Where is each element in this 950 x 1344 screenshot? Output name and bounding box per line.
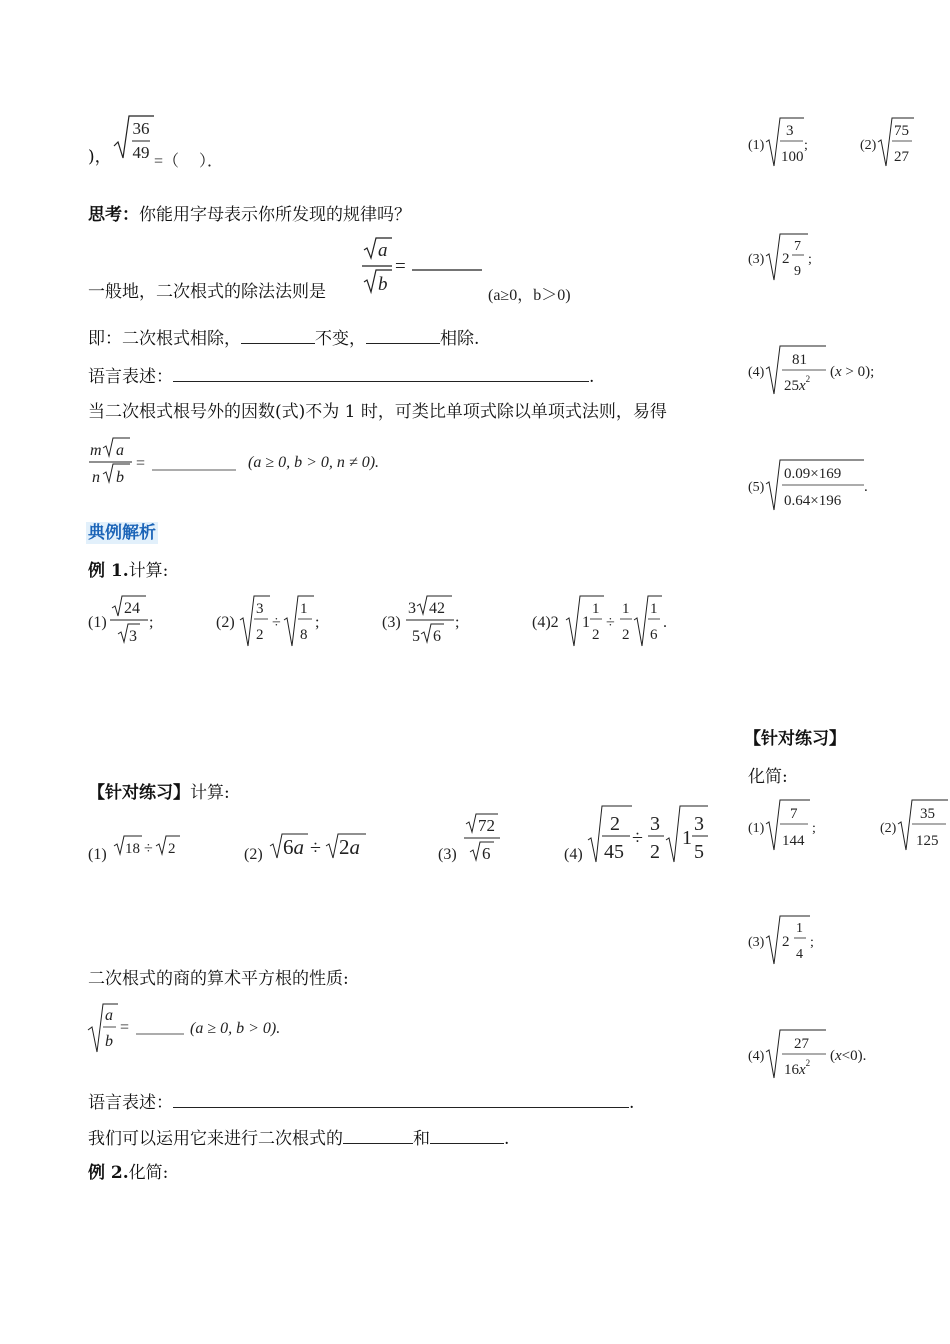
prac1-text: 计算: <box>190 783 230 803</box>
right-upper-1 <box>748 118 808 166</box>
svg-text:3: 3 <box>129 628 137 645</box>
svg-text:b: b <box>116 469 124 486</box>
svg-text:(x > 0);: (x > 0); <box>830 364 875 380</box>
svg-text:;: ; <box>804 138 808 153</box>
ex1-problems <box>86 592 686 652</box>
rule-b: 不变， <box>315 329 366 349</box>
svg-text:9: 9 <box>794 264 801 279</box>
svg-text:2: 2 <box>168 841 176 857</box>
svg-text:(3): (3) <box>748 935 765 950</box>
svg-text:25x2: $25x^2$ <box>784 374 811 394</box>
svg-text:100: 100 <box>781 149 804 165</box>
ex1-problem-3 <box>382 596 459 645</box>
coef-formula <box>86 436 246 488</box>
rule-c: 相除. <box>440 329 480 349</box>
svg-text:;: ; <box>810 935 814 950</box>
svg-text:(2): (2) <box>216 614 235 631</box>
ex1-text: 计算: <box>128 561 169 581</box>
svg-text:÷: ÷ <box>272 614 281 631</box>
right-lower-1 <box>748 800 816 850</box>
svg-text:2: 2 <box>610 813 620 835</box>
svg-text:a: a <box>116 442 124 459</box>
think-line <box>88 204 411 226</box>
svg-text:8: 8 <box>300 627 308 643</box>
svg-text:72: 72 <box>478 816 495 835</box>
svg-text:2: 2 <box>622 627 630 643</box>
svg-text:81: 81 <box>792 352 807 368</box>
svg-text:1: 1 <box>796 921 803 936</box>
use-line <box>88 1128 509 1150</box>
svg-text:(1): (1) <box>748 821 765 836</box>
quot-text: 二次根式的商的算术平方根的性质: <box>88 969 349 989</box>
right-exercises-upper <box>746 114 950 514</box>
svg-text:.: . <box>864 479 868 495</box>
section-title <box>86 522 158 544</box>
svg-text:6: 6 <box>650 627 658 643</box>
svg-text:18: 18 <box>125 841 140 857</box>
svg-text:;: ; <box>455 614 460 631</box>
svg-text:;: ; <box>149 614 154 631</box>
use-b: 和 <box>413 1129 430 1149</box>
svg-text:6: 6 <box>482 844 491 863</box>
svg-text:7: 7 <box>794 239 801 254</box>
lang2-end: . <box>629 1093 635 1113</box>
quot-cond: (a ≥ 0, b > 0). <box>190 1020 281 1037</box>
coef-text: 当二次根式根号外的因数(式)不为 1 时，可类比单项式除以单项式法则，易得 <box>88 402 667 422</box>
svg-text:a: a <box>105 1007 113 1024</box>
prac1-problem-2 <box>244 834 366 863</box>
svg-text:(x<0).: (x<0). <box>830 1048 867 1064</box>
svg-text:24: 24 <box>124 600 140 617</box>
svg-text:=: = <box>395 256 406 277</box>
svg-text:2: 2 <box>782 934 790 950</box>
use-a: 我们可以运用它来进行二次根式的 <box>88 1129 343 1149</box>
right-lower-4 <box>748 1030 866 1078</box>
svg-text:2: 2 <box>650 841 660 863</box>
svg-text:(2): (2) <box>880 821 897 836</box>
svg-text:125: 125 <box>916 833 939 849</box>
ex1-problem-4 <box>532 596 667 646</box>
ex2-line <box>88 1162 168 1184</box>
right-upper-3 <box>748 234 812 280</box>
lang2-label: 语言表述： <box>88 1093 173 1113</box>
svg-text:3: 3 <box>786 123 794 139</box>
rule-blank-1 <box>241 329 315 344</box>
division-rule-formula <box>358 234 488 298</box>
svg-text:a: a <box>378 240 388 261</box>
lang2-line <box>88 1092 634 1114</box>
svg-text:(1): (1) <box>88 846 107 863</box>
think-label: 思考： <box>88 205 139 225</box>
prac1-problem-3 <box>438 814 500 863</box>
svg-text:(4): (4) <box>748 1049 765 1064</box>
ex1-line <box>88 560 168 582</box>
svg-text:27: 27 <box>794 1036 809 1052</box>
right-simplify: 化简: <box>748 767 788 787</box>
svg-text:(1): (1) <box>88 614 107 631</box>
svg-text:2: 2 <box>592 627 600 643</box>
right-exercises-lower <box>746 796 950 1086</box>
svg-text:(4)2: (4)2 <box>532 614 559 631</box>
use-c: . <box>504 1129 510 1149</box>
svg-text:144: 144 <box>782 833 805 849</box>
ex1-problem-2 <box>216 596 319 646</box>
rule-blank-2 <box>366 329 440 344</box>
svg-text:1: 1 <box>592 601 600 617</box>
general-cond: (a≥0，b＞0) <box>488 287 571 304</box>
svg-text:35: 35 <box>920 806 935 822</box>
lang1-label: 语言表述： <box>88 367 173 387</box>
rule-a: 即：二次根式相除， <box>88 329 241 349</box>
svg-text:=: = <box>136 455 146 472</box>
think-text: 你能用字母表示你所发现的规律吗？ <box>139 205 411 225</box>
svg-text:b: b <box>105 1033 113 1050</box>
svg-text:m: m <box>90 442 102 459</box>
svg-text:6: 6 <box>433 628 441 645</box>
svg-text:(1): (1) <box>748 138 765 153</box>
svg-text:45: 45 <box>604 841 624 863</box>
svg-text:36: 36 <box>132 119 150 138</box>
svg-text:5: 5 <box>694 841 704 863</box>
right-lower-3 <box>748 916 814 964</box>
svg-text:(4): (4) <box>564 846 583 863</box>
svg-text:(2): (2) <box>244 846 263 863</box>
svg-text:(3): (3) <box>382 614 401 631</box>
lang2-blank <box>173 1093 629 1108</box>
right-upper-4 <box>748 346 874 394</box>
svg-text:6a: 6a <box>283 835 304 859</box>
svg-text:(3): (3) <box>748 252 765 267</box>
svg-text:(3): (3) <box>438 846 457 863</box>
svg-text:42: 42 <box>429 600 445 617</box>
svg-text:(5): (5) <box>748 480 765 495</box>
sqrt-36-49 <box>112 112 156 164</box>
svg-text:1: 1 <box>650 601 658 617</box>
right-lower-2 <box>880 800 948 850</box>
svg-text:3: 3 <box>408 600 416 617</box>
prac1-problem-1 <box>88 836 180 863</box>
svg-text:49: 49 <box>132 143 150 162</box>
svg-text:16x2: $16x^2$ <box>784 1058 811 1078</box>
svg-text:÷: ÷ <box>606 614 615 631</box>
svg-text:4: 4 <box>796 947 803 962</box>
svg-text:÷: ÷ <box>144 840 153 857</box>
lang1-blank <box>173 367 589 382</box>
svg-text:;: ; <box>315 614 320 631</box>
ex2-text: 化简: <box>128 1163 169 1183</box>
right-upper-2 <box>860 118 914 166</box>
svg-text:(2): (2) <box>860 138 877 153</box>
svg-text:(4): (4) <box>748 365 765 380</box>
svg-text:1: 1 <box>622 601 630 617</box>
ex1-label: 例 1. <box>88 561 129 581</box>
lang1-line <box>88 366 594 388</box>
svg-text:;: ; <box>812 821 816 836</box>
rule-line <box>88 328 479 350</box>
svg-text:7: 7 <box>790 806 798 822</box>
prac1-label: 【针对练习】 <box>88 783 190 803</box>
svg-text:;: ; <box>808 252 812 267</box>
use-blank-1 <box>343 1129 413 1144</box>
svg-text:2a: 2a <box>339 835 360 859</box>
svg-text:75: 75 <box>894 123 909 139</box>
prac1-problem-4 <box>564 806 708 863</box>
right-upper-5 <box>748 460 868 510</box>
section-title-text: 典例解析 <box>88 523 156 543</box>
quot-formula <box>86 1000 196 1056</box>
svg-text:2: 2 <box>782 251 790 267</box>
use-blank-2 <box>430 1129 504 1144</box>
svg-text:÷: ÷ <box>632 827 643 849</box>
svg-text:b: b <box>378 274 388 295</box>
svg-text:27: 27 <box>894 149 909 165</box>
ex2-label: 例 2. <box>88 1163 129 1183</box>
top-paren: )， <box>88 147 112 167</box>
general-text: 一般地，二次根式的除法法则是 <box>88 282 326 302</box>
svg-text:.: . <box>663 614 667 631</box>
svg-text:5: 5 <box>412 628 420 645</box>
svg-text:÷: ÷ <box>310 837 321 859</box>
svg-text:3: 3 <box>694 813 704 835</box>
svg-text:0.09×169: 0.09×169 <box>784 466 842 482</box>
svg-text:=: = <box>120 1019 130 1036</box>
svg-text:1: 1 <box>582 614 590 631</box>
right-prac-label: 【针对练习】 <box>744 729 846 749</box>
svg-text:n: n <box>92 469 100 486</box>
svg-text:1: 1 <box>300 601 308 617</box>
svg-text:1: 1 <box>682 827 692 849</box>
svg-text:3: 3 <box>256 601 264 617</box>
svg-text:2: 2 <box>256 627 264 643</box>
svg-text:3: 3 <box>650 813 660 835</box>
ex1-problem-1 <box>88 596 153 645</box>
lang1-end: . <box>589 367 595 387</box>
coef-cond: (a ≥ 0, b > 0, n ≠ 0). <box>248 454 380 471</box>
top-equals-paren: =（ ）． <box>154 153 224 170</box>
prac1-problems <box>86 800 716 868</box>
svg-text:0.64×196: 0.64×196 <box>784 493 842 509</box>
